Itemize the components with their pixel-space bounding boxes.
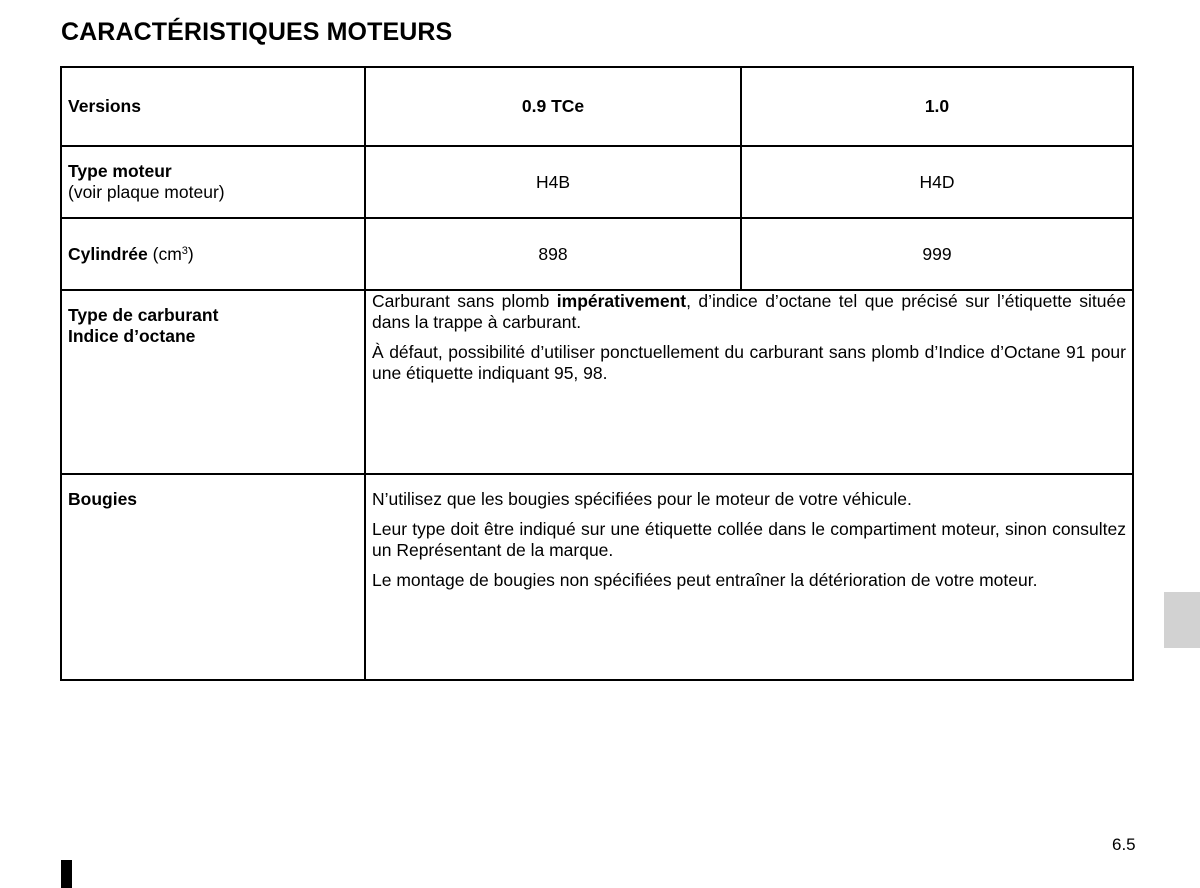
page-number: 6.5	[1112, 835, 1136, 854]
octane-label: Indice d’octane	[68, 326, 196, 346]
displacement-value-10: 999	[741, 218, 1133, 290]
displacement-value-09tce: 898	[365, 218, 741, 290]
fuel-label-cell	[61, 290, 365, 474]
engine-specs-table	[60, 66, 1134, 681]
displacement-label-cell	[61, 218, 365, 290]
displacement-unit-suffix: )	[187, 243, 194, 264]
page-title: CARACTÉRISTIQUES MOTEURS	[61, 18, 453, 46]
spark-plugs-paragraph-1: N’utilisez que les bougies spécifiées pour le moteur de votre véhicule.	[372, 489, 912, 509]
engine-type-value-09tce: H4B	[365, 146, 741, 218]
fuel-type-label: Type de carburant	[68, 305, 219, 325]
section-tab-marker	[1164, 592, 1200, 648]
displacement-unit-exponent: 3	[181, 244, 188, 257]
table-row-fuel	[61, 290, 1133, 474]
table-row-spark-plugs	[61, 474, 1133, 680]
version-09tce-header: 0.9 TCe	[365, 67, 741, 146]
fuel-paragraph-2: À défaut, possibilité d’utiliser ponctuellement du carburant sans plomb d’Indice d’Octane 91 pour une étiquette indiquant 95, 98.	[372, 342, 1126, 383]
table-row-displacement	[61, 218, 1133, 290]
spark-plugs-paragraph-3: Le montage de bougies non spécifiées peut entraîner la détérioration de votre moteur.	[372, 570, 1038, 590]
spark-plugs-paragraph-2: Leur type doit être indiqué sur une étiquette collée dans le compartiment moteur, sinon consultez un Représentant de la marque.	[372, 519, 1126, 560]
page-corner-mark	[61, 860, 72, 888]
fuel-paragraph-1	[372, 291, 1126, 333]
displacement-label: Cylindrée	[68, 243, 148, 264]
table-row-engine-type	[61, 146, 1133, 218]
fuel-p1-text-a: Carburant sans plomb	[372, 291, 557, 311]
engine-type-label-cell	[61, 146, 365, 218]
versions-label: Versions	[61, 67, 365, 146]
fuel-p1-text-b: , d’indice d’octane tel que précisé sur l’étiquette située dans la trappe à carburant.	[372, 291, 1126, 332]
version-10-header: 1.0	[741, 67, 1133, 146]
spark-plugs-label: Bougies	[61, 474, 365, 680]
table-row-versions	[61, 67, 1133, 146]
engine-type-note: (voir plaque moteur)	[68, 182, 225, 202]
spark-plugs-description	[365, 474, 1133, 680]
fuel-description	[365, 290, 1133, 474]
fuel-p1-emphasis: impérativement	[556, 291, 687, 311]
displacement-unit-prefix: (cm	[147, 243, 182, 264]
engine-type-value-10: H4D	[741, 146, 1133, 218]
engine-type-label: Type moteur	[68, 161, 172, 181]
